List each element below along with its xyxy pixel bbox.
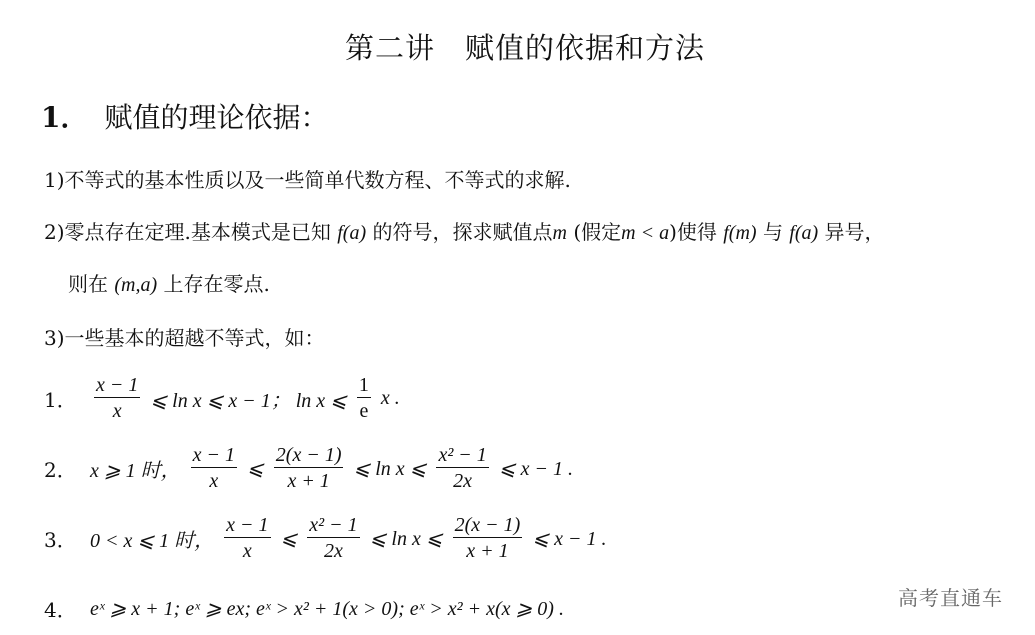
relation: ⩽ xyxy=(247,457,264,480)
fraction xyxy=(453,514,523,562)
text-segment: 则在 xyxy=(68,272,108,296)
page-title: 第二讲 赋值的依据和方法 xyxy=(345,31,706,65)
math-expression: x . xyxy=(380,386,400,409)
denominator: e xyxy=(359,400,369,422)
paragraph-2-cont xyxy=(68,268,270,297)
text-segment: 与 xyxy=(762,220,783,244)
numerator: 2(x − 1) xyxy=(275,444,342,466)
relation: ⩽ xyxy=(280,527,298,550)
text-segment: 上存在零点. xyxy=(163,272,270,296)
math-fa: f(a) xyxy=(337,222,367,244)
item-number: 4． xyxy=(44,598,77,622)
relation: ⩽ ln x ⩽ xyxy=(353,457,427,480)
text-segment: 异号， xyxy=(824,220,885,244)
item-number: 3． xyxy=(44,527,77,552)
fraction xyxy=(274,444,344,492)
inequality-2 xyxy=(44,444,573,492)
math-expression: eˣ ⩾ x + 1; eˣ ⩾ ex; eˣ > x² + 1(x > 0); eˣ > x² + x(x ⩾ 0) . xyxy=(90,598,564,620)
condition: x ⩾ 1 时， xyxy=(90,459,181,482)
numerator: x² − 1 xyxy=(309,514,358,536)
item-number: 1． xyxy=(44,387,77,412)
fraction xyxy=(191,444,237,492)
relation: ⩽ x − 1 . xyxy=(532,527,607,550)
denominator: x + 1 xyxy=(466,540,509,562)
fraction xyxy=(307,514,359,562)
inequality-1 xyxy=(44,374,400,422)
fraction xyxy=(94,374,140,422)
numerator: x² − 1 xyxy=(438,444,487,466)
paragraph-2 xyxy=(44,216,885,245)
item-number: 2． xyxy=(44,457,77,482)
paragraph-3: 3)一些基本的超越不等式，如： xyxy=(44,326,325,350)
denominator: 2x xyxy=(324,540,343,562)
math-m: m xyxy=(552,222,567,244)
math-fm: f(m) xyxy=(723,222,757,244)
numerator: x − 1 xyxy=(192,444,236,466)
fraction xyxy=(436,444,488,492)
math-expression: ⩽ ln x ⩽ x − 1； ln x ⩽ xyxy=(150,389,347,412)
text-segment: )使得 xyxy=(669,220,717,244)
text-segment: (假定 xyxy=(573,220,622,244)
text-segment: 2)零点存在定理.基本模式是已知 xyxy=(44,220,331,244)
condition: 0 < x ⩽ 1 时， xyxy=(90,529,215,552)
inequality-4 xyxy=(44,594,564,623)
section-text: 赋值的理论依据： xyxy=(104,101,329,134)
math-interval: (m,a) xyxy=(114,274,158,296)
inequality-3 xyxy=(44,514,606,562)
paragraph-1: 1)不等式的基本性质以及一些简单代数方程、不等式的求解. xyxy=(44,168,571,192)
math-m-lt-a: m < a xyxy=(621,222,670,244)
text-segment: 的符号，探求赋值点 xyxy=(372,220,553,244)
denominator: x xyxy=(209,470,219,492)
fraction xyxy=(357,374,371,422)
numerator: x − 1 xyxy=(96,374,139,396)
math-fa-2: f(a) xyxy=(789,222,819,244)
relation: ⩽ x − 1 . xyxy=(498,457,573,480)
numerator: 1 xyxy=(358,374,369,396)
section-number: 1． xyxy=(41,101,89,134)
denominator: x + 1 xyxy=(287,470,330,492)
denominator: 2x xyxy=(453,470,473,492)
denominator: x xyxy=(112,400,122,422)
section-heading xyxy=(41,96,329,136)
watermark-text: 高考直通车 xyxy=(898,586,1003,610)
fraction xyxy=(224,514,270,562)
denominator: x xyxy=(242,540,252,562)
relation: ⩽ ln x ⩽ xyxy=(369,527,443,550)
numerator: 2(x − 1) xyxy=(454,514,521,536)
numerator: x − 1 xyxy=(226,514,269,536)
